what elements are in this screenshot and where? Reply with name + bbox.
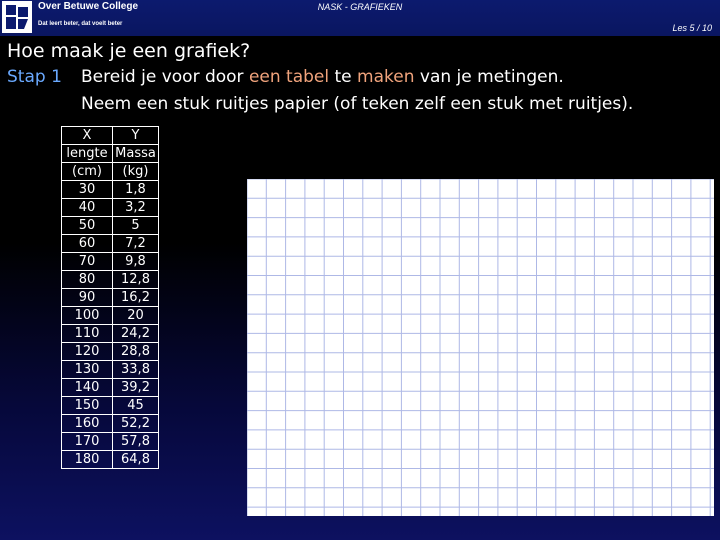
step-label: Stap 1 <box>7 67 62 87</box>
highlight-een-tabel: een tabel <box>248 67 330 87</box>
cell-y: 7,2 <box>113 235 159 253</box>
table-row <box>62 181 159 199</box>
grid-paper <box>247 179 714 516</box>
table-row <box>62 325 159 343</box>
cell-y: 57,8 <box>113 433 159 451</box>
cell-x: lengte <box>62 145 113 163</box>
step-text: te <box>329 67 358 87</box>
table-row <box>62 379 159 397</box>
step-instruction-line-2: Neem een stuk ruitjes papier (of teken zelf een stuk met ruitjes). <box>81 94 634 114</box>
cell-x: 40 <box>62 199 113 217</box>
table-row <box>62 415 159 433</box>
cell-y: (kg) <box>113 163 159 181</box>
cell-x: 130 <box>62 361 113 379</box>
cell-y: 24,2 <box>113 325 159 343</box>
cell-x: 60 <box>62 235 113 253</box>
cell-x: 160 <box>62 415 113 433</box>
cell-x: 110 <box>62 325 113 343</box>
cell-x: 170 <box>62 433 113 451</box>
table-header-row <box>62 127 159 145</box>
cell-x: 140 <box>62 379 113 397</box>
cell-y: Y <box>113 127 159 145</box>
cell-y: 39,2 <box>113 379 159 397</box>
cell-x: 50 <box>62 217 113 235</box>
table-row <box>62 307 159 325</box>
table-row <box>62 433 159 451</box>
table-header-row <box>62 163 159 181</box>
slide-heading: Hoe maak je een grafiek? <box>7 40 251 62</box>
cell-x: 80 <box>62 271 113 289</box>
table-row <box>62 343 159 361</box>
cell-y: 33,8 <box>113 361 159 379</box>
cell-y: 12,8 <box>113 271 159 289</box>
highlight-maken: maken <box>357 67 415 87</box>
cell-x: 180 <box>62 451 113 469</box>
cell-y: 9,8 <box>113 253 159 271</box>
cell-x: (cm) <box>62 163 113 181</box>
table-row <box>62 451 159 469</box>
lesson-number: Les 5 / 10 <box>672 23 712 33</box>
cell-y: 20 <box>113 307 159 325</box>
grid-paper-lines <box>247 179 714 516</box>
cell-y: 45 <box>113 397 159 415</box>
cell-x: 100 <box>62 307 113 325</box>
table-row <box>62 217 159 235</box>
table-row <box>62 253 159 271</box>
school-tagline: Dat leert beter, dat voelt beter <box>38 21 123 27</box>
table-row <box>62 361 159 379</box>
cell-y: 3,2 <box>113 199 159 217</box>
cell-x: 70 <box>62 253 113 271</box>
cell-y: 16,2 <box>113 289 159 307</box>
table-row <box>62 199 159 217</box>
cell-y: 5 <box>113 217 159 235</box>
table-row <box>62 235 159 253</box>
table-header-row <box>62 145 159 163</box>
cell-y: 1,8 <box>113 181 159 199</box>
cell-x: X <box>62 127 113 145</box>
header-bar <box>0 0 720 36</box>
cell-y: Massa <box>113 145 159 163</box>
step-instruction-line-1 <box>81 67 564 87</box>
school-name: Over Betuwe College <box>38 1 139 12</box>
cell-x: 120 <box>62 343 113 361</box>
table-row <box>62 271 159 289</box>
table-row <box>62 397 159 415</box>
cell-y: 64,8 <box>113 451 159 469</box>
slide-header-title: NASK - GRAFIEKEN <box>317 2 403 12</box>
cell-x: 150 <box>62 397 113 415</box>
step-text: van je metingen. <box>414 67 564 87</box>
cell-x: 90 <box>62 289 113 307</box>
table-row <box>62 289 159 307</box>
cell-y: 52,2 <box>113 415 159 433</box>
cell-x: 30 <box>62 181 113 199</box>
cell-y: 28,8 <box>113 343 159 361</box>
measurement-table <box>61 126 159 469</box>
step-text: Bereid je voor door <box>81 67 249 87</box>
